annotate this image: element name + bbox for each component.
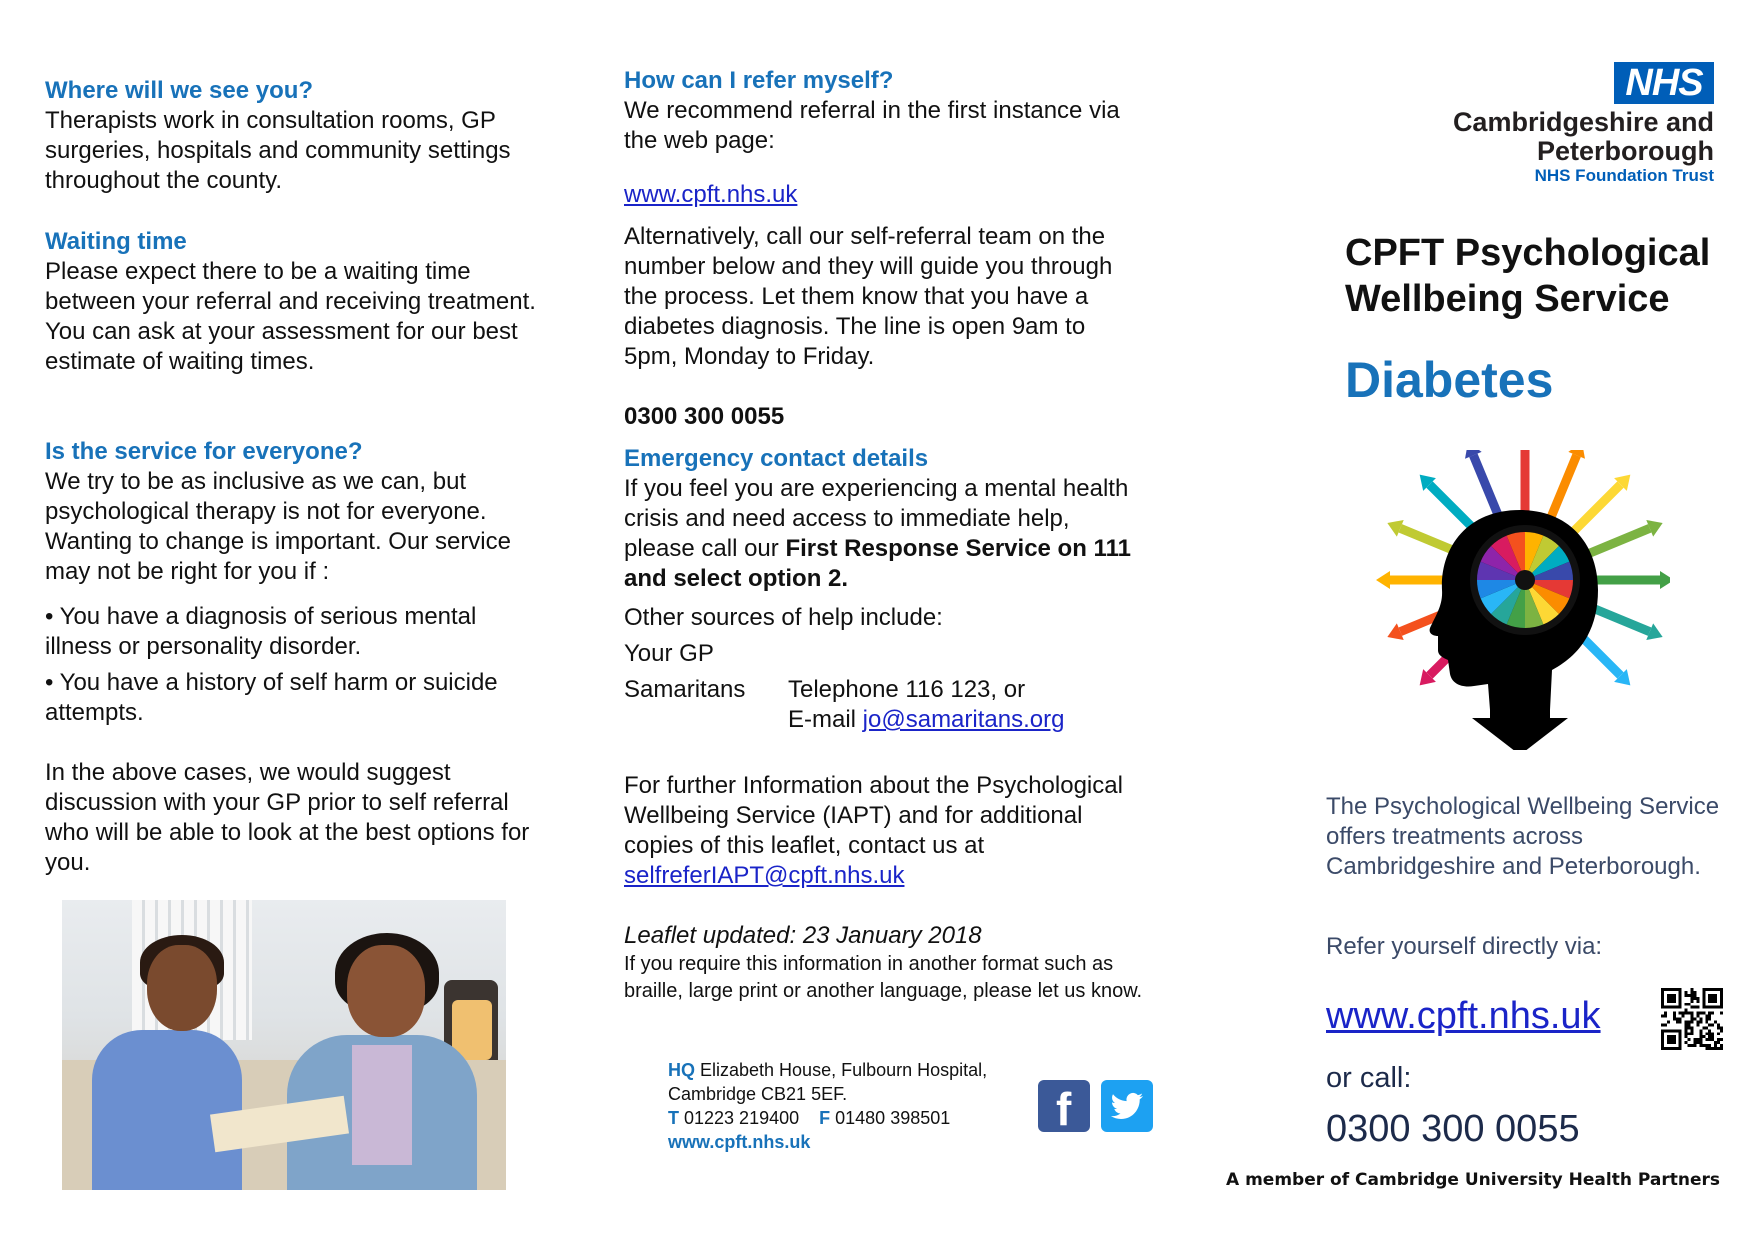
hq-address: HQ Elizabeth House, Fulbourn Hospital, Cambridge CB21 5EF. T 01223 219400 F 01480 398501 www.cpft.nhs.uk	[668, 1060, 988, 1152]
cuhp-member: A member of Cambridge University Health Partners	[1226, 1170, 1720, 1190]
emergency-heading: Emergency contact details	[624, 445, 929, 472]
samaritans-email-line: E-mail jo@samaritans.org	[788, 706, 1065, 733]
samaritans-phone: Telephone 116 123, or	[788, 676, 1026, 703]
everyone-heading: Is the service for everyone?	[45, 438, 363, 465]
where-heading: Where will we see you?	[45, 77, 314, 104]
refer-directly: Refer yourself directly via:	[1326, 933, 1603, 960]
trust-name-line2: Peterborough	[1536, 136, 1714, 166]
suggest-text: In the above cases, we would suggest discussion with your GP prior to self referral who will be able to look at the best options for you.	[45, 759, 530, 876]
alternative-text: Alternatively, call our self-referral team on the number below and they will guide you through the process. Let them know that you have a diabetes diagnosis. The line is open 9am to 5pm, Monday to Friday.	[624, 223, 1113, 370]
nurse-patient-photo	[62, 900, 506, 1190]
or-call: or call:	[1326, 1062, 1412, 1094]
trust-name-line1: Cambridgeshire and	[1452, 107, 1714, 137]
head-arrows-icon	[1370, 450, 1670, 750]
iapt-email-link[interactable]: selfreferIAPT@cpft.nhs.uk	[624, 862, 905, 889]
further-info: For further Information about the Psychological Wellbeing Service (IAPT) and for additional copies of this leaflet, contact us at selfreferIAPT@cpft.nhs.uk	[624, 772, 1123, 889]
phone-number: 0300 300 0055	[624, 403, 785, 430]
web-link[interactable]: www.cpft.nhs.uk	[624, 181, 798, 208]
leaflet-updated: Leaflet updated: 23 January 2018	[624, 922, 982, 949]
other-sources: Other sources of help include:	[624, 604, 943, 631]
samaritans-email-link[interactable]: jo@samaritans.org	[862, 706, 1065, 733]
waiting-text: Please expect there to be a waiting time between your referral and receiving treatment. You can ask at your assessment for our best estimate of waiting times.	[45, 258, 536, 375]
facebook-icon[interactable]: f	[1038, 1080, 1090, 1132]
first-response-text: First Response Service on 111 and select option 2.	[624, 535, 1131, 592]
trust-name-line3: NHS Foundation Trust	[1534, 166, 1714, 185]
qr-code-icon[interactable]	[1661, 988, 1723, 1050]
emergency-text: If you feel you are experiencing a mental health crisis and need access to immediate help, please call our First Response Service on 111 and select option 2.	[624, 475, 1131, 592]
bullet-self-harm: • You have a history of self harm or suicide attempts.	[45, 669, 498, 726]
right-phone: 0300 300 0055	[1326, 1108, 1580, 1150]
nhs-logo: NHS	[1614, 62, 1714, 104]
right-web-link[interactable]: www.cpft.nhs.uk	[1326, 995, 1601, 1037]
refer-text: We recommend referral in the first instance via the web page:	[624, 97, 1120, 154]
waiting-heading: Waiting time	[45, 228, 187, 255]
format-text: If you require this information in another format such as braille, large print or another language, please let us know.	[624, 953, 1143, 1002]
your-gp: Your GP	[624, 640, 714, 667]
bullet-mental-illness: • You have a diagnosis of serious mental illness or personality disorder.	[45, 603, 477, 660]
samaritans-label: Samaritans	[624, 676, 746, 703]
twitter-icon[interactable]	[1101, 1080, 1153, 1132]
refer-heading: How can I refer myself?	[624, 67, 894, 94]
offers-text: The Psychological Wellbeing Service offers treatments across Cambridgeshire and Peterborough.	[1326, 793, 1720, 880]
where-text: Therapists work in consultation rooms, GP surgeries, hospitals and community settings throughout the county.	[45, 107, 511, 194]
page-title: CPFT Psychological Wellbeing Service	[1345, 232, 1711, 320]
everyone-text: We try to be as inclusive as we can, but psychological therapy is not for everyone. Wanting to change is important. Our service may not be right for you if :	[45, 468, 511, 585]
diabetes-subtitle: Diabetes	[1345, 352, 1554, 408]
hq-web[interactable]: www.cpft.nhs.uk	[668, 1132, 811, 1152]
